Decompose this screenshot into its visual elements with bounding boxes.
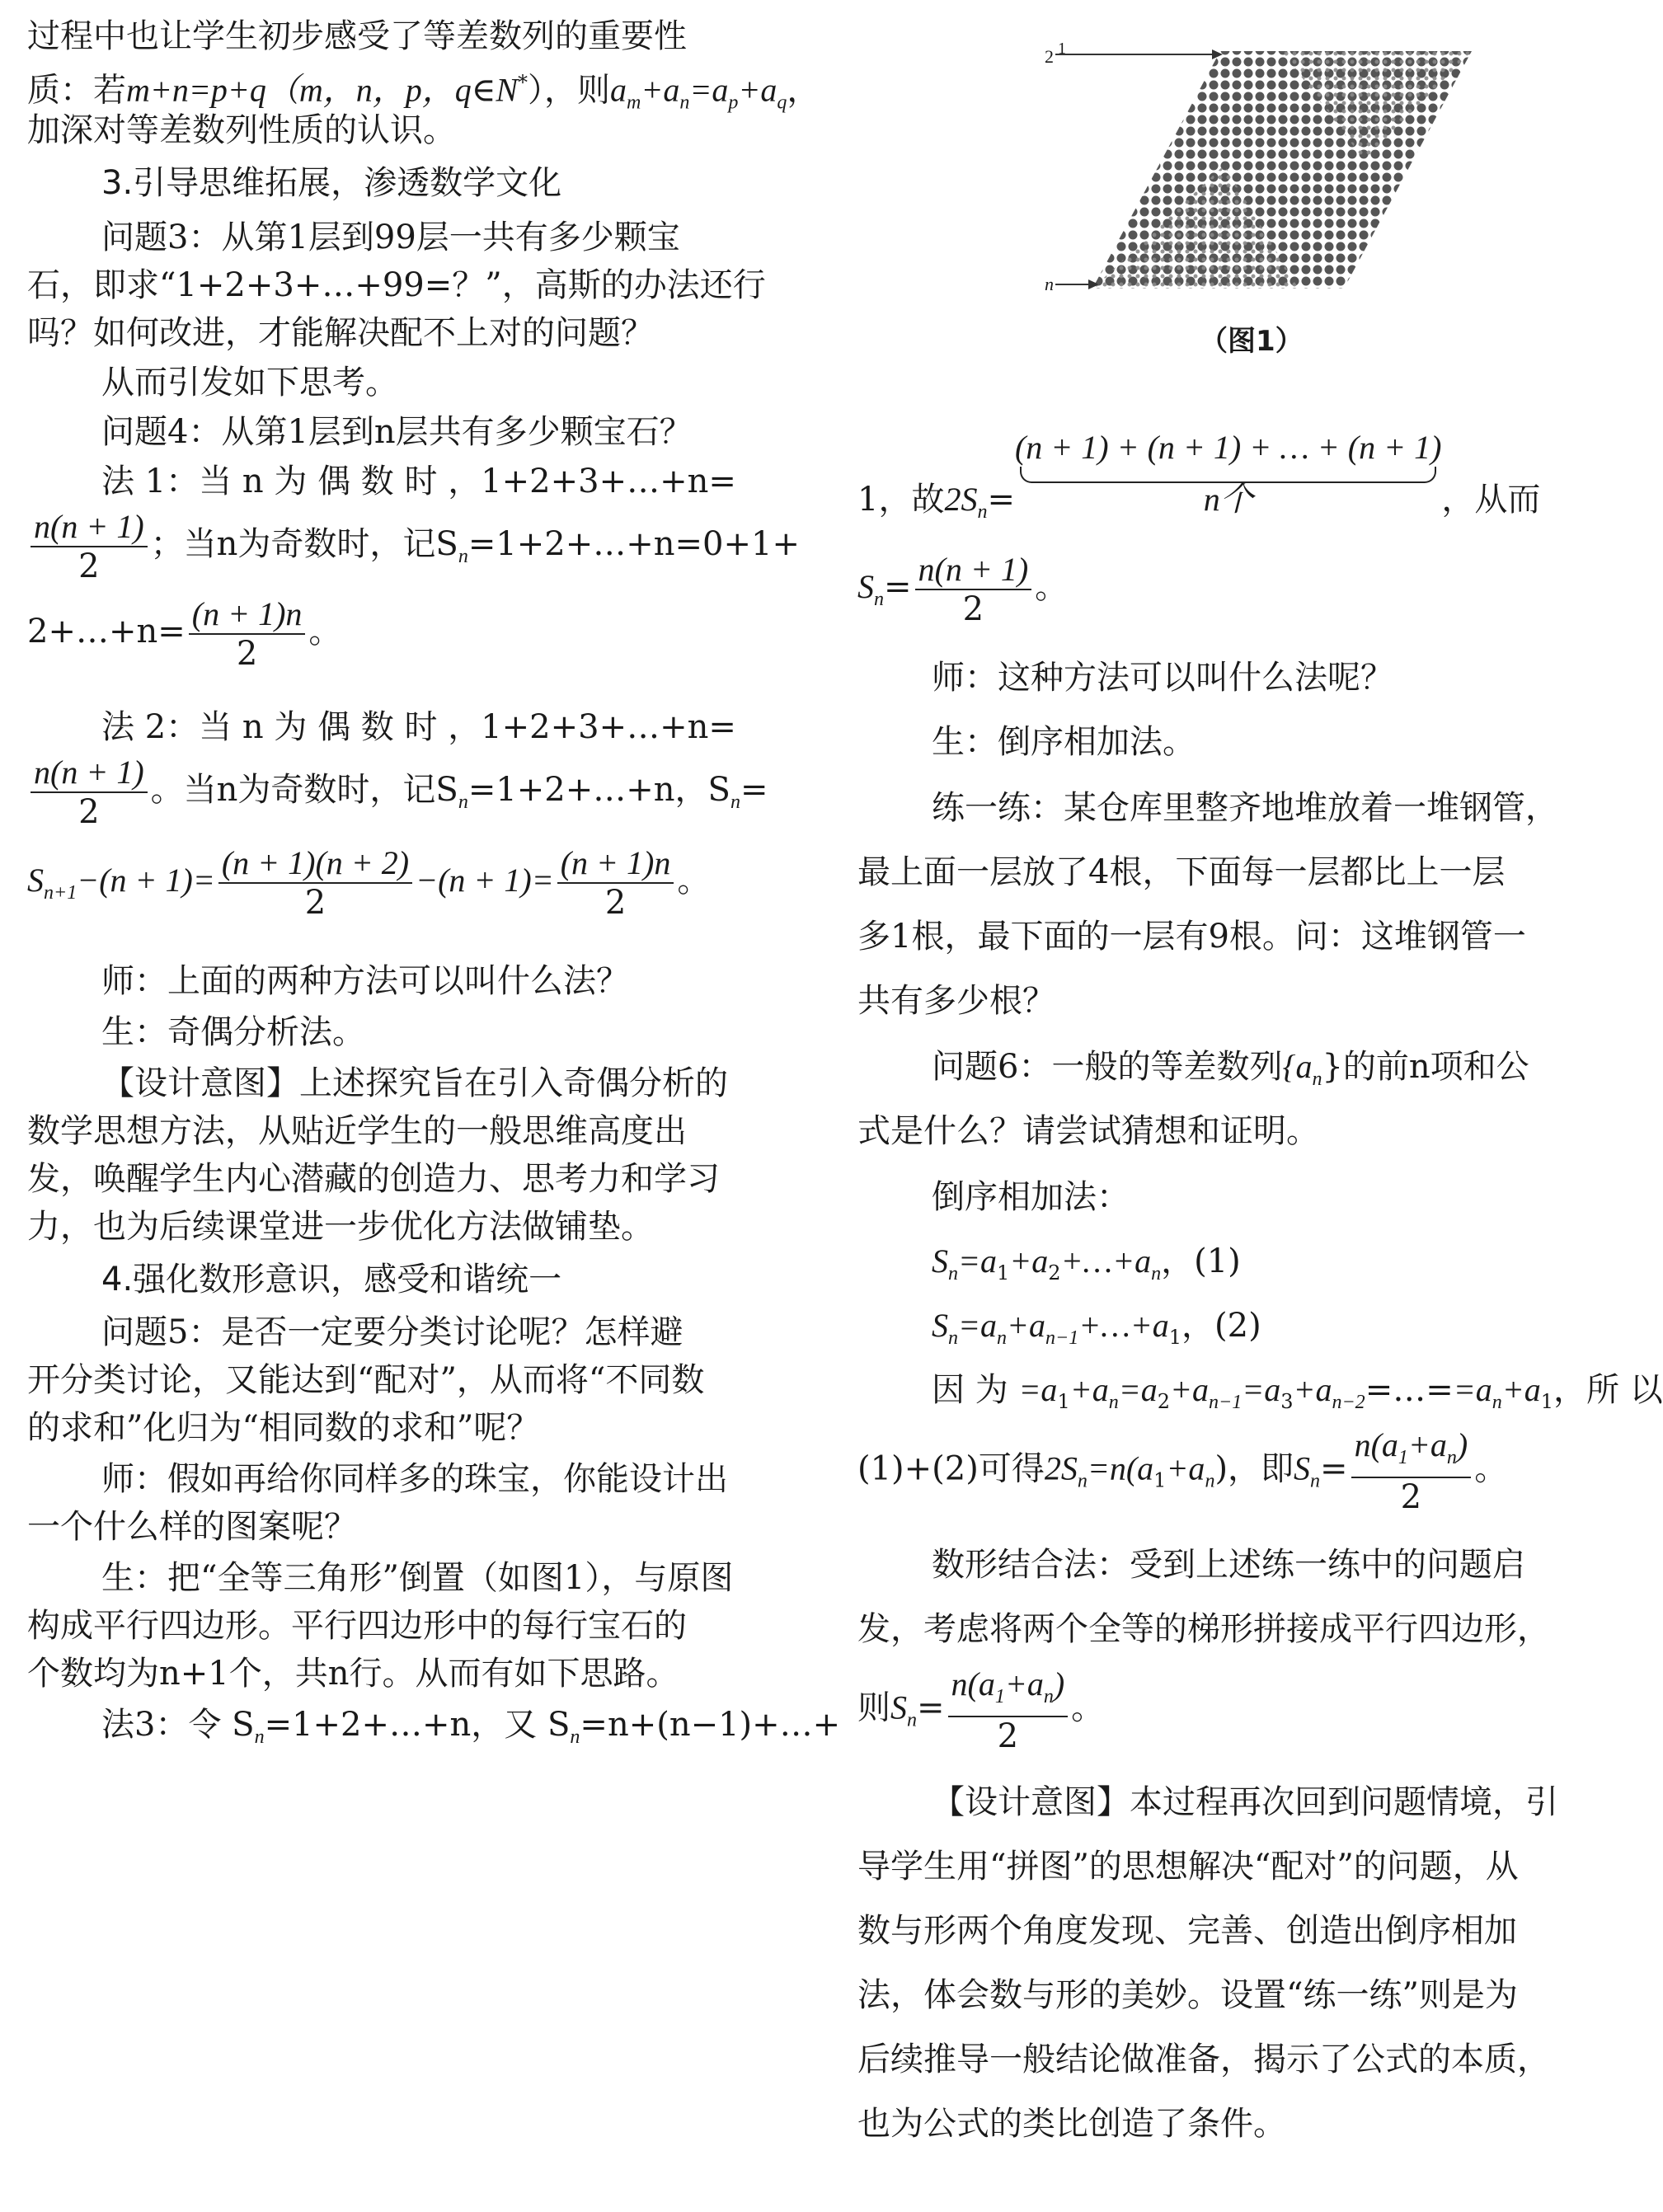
figure-1 xyxy=(1035,33,1480,305)
geometry-method: 数形结合法：受到上述练一练中的问题启 xyxy=(932,1546,1525,1584)
student-line: 生：把“全等三角形”倒置（如图1），与原图 xyxy=(101,1559,734,1597)
text-line-property: 质：若m+n=p+q（m，n，p，q∈N*），则$a_m+a_n=a_p+a_q$， xyxy=(27,71,820,114)
text-line: 力，也为后续课堂进一步优化方法做铺垫。 xyxy=(27,1208,654,1246)
text-line: 数学思想方法，从贴近学生的一般思维高度出 xyxy=(27,1112,687,1150)
text-line: 数与形两个角度发现、完善、创造出倒序相加 xyxy=(857,1912,1517,1950)
question-3: 问题3：从第1层到99层一共有多少颗宝 xyxy=(101,218,680,256)
practice: 练一练：某仓库里整齐地堆放着一堆钢管， xyxy=(932,789,1558,827)
text-line: 导学生用“拼图”的思想解决“配对”的问题，从 xyxy=(857,1848,1519,1886)
text-line: 共有多少根？ xyxy=(857,982,1055,1020)
fraction: $\frac{n(a_1+a_n)}{2}$ xyxy=(1351,1426,1472,1516)
geometry-result: 则$S_n=$ $\frac{n(a_1+a_n)}{2}$ 。 xyxy=(857,1665,1105,1755)
fraction: $\frac{n(n + 1)}{2}$ xyxy=(915,551,1032,628)
fraction: $\frac{(n + 1)n}{2}$ xyxy=(189,595,306,673)
text-line: 后续推导一般结论做准备，揭示了公式的本质， xyxy=(857,2041,1550,2078)
figure-label-bottom: n xyxy=(1045,274,1054,294)
text-line: 也为公式的类比创造了条件。 xyxy=(857,2105,1286,2143)
figure-label-top-2: 1 xyxy=(1058,40,1066,58)
text-line: 从而引发如下思考。 xyxy=(101,364,398,402)
design-intent: 【设计意图】本过程再次回到问题情境，引 xyxy=(932,1783,1558,1821)
teacher-line: 师：假如再给你同样多的珠宝，你能设计出 xyxy=(101,1460,728,1498)
parallelogram-figure xyxy=(1035,33,1480,297)
sn-result: $S_n=$ $\frac{n(n + 1)}{2}$ 。 xyxy=(857,551,1069,628)
section-heading-4: 4.强化数形意识，感受和谐统一 xyxy=(101,1261,562,1299)
question-4: 问题4：从第1层到n层共有多少颗宝石？ xyxy=(101,413,693,451)
method-1: 法 1：当 n 为 偶 数 时 ，1+2+3+…+n= xyxy=(101,463,736,500)
design-intent: 【设计意图】上述探究旨在引入奇偶分析的 xyxy=(101,1064,728,1102)
reverse-add-label: 倒序相加法： xyxy=(932,1178,1130,1216)
teacher-line: 师：这种方法可以叫什么法呢？ xyxy=(932,659,1393,697)
because-line: 因 为 $=a_1+a_n=a_2+a_{n-1}=a_3+a_{n-2}=\dots==a_n+a_1$，所 以 xyxy=(932,1371,1663,1413)
question-6: 问题6：一般的等差数列$\{a_n\}$的前n项和公 xyxy=(932,1048,1529,1090)
equation-1: $S_n=a_1+a_2+\dots+a_n$，(1) xyxy=(932,1242,1241,1284)
text-line: 吗？如何改进，才能解决配不上对的问题？ xyxy=(27,314,654,352)
equation-2: $S_n=a_n+a_{n-1}+\dots+a_1$，(2) xyxy=(932,1307,1261,1349)
method-2-cont: $\frac{n(n + 1)}{2}$ 。当n为奇数时，记$S_n=1+2+\dots+n$，$S_n=$ xyxy=(27,754,768,831)
fraction: $\frac{n(a_1+a_n)}{2}$ xyxy=(948,1665,1069,1755)
fraction: $\frac{n(n + 1)}{2}$ xyxy=(31,754,148,831)
text-line: 开分类讨论，又能达到“配对”，从而将“不同数 xyxy=(27,1361,705,1399)
method-2-end: $S_{n+1}-(n + 1)=$ $\frac{(n + 1)(n + 2)}{2}$ −(n + 1)= $\frac{(n + 1)n}{2}$ 。 xyxy=(27,844,711,922)
overbrace-expression: (n + 1) + (n + 1) + … + (n + 1) n个 xyxy=(1014,429,1442,518)
method-1-cont: $\frac{n(n + 1)}{2}$ ；当n为奇数时，记$S_n=1+2+\dots+n=0+1+$ xyxy=(27,508,800,585)
student-line: 生：倒序相加法。 xyxy=(932,723,1196,761)
method-2: 法 2：当 n 为 偶 数 时 ，1+2+3+…+n= xyxy=(101,708,736,746)
text-line: 加深对等差数列性质的认识。 xyxy=(27,111,456,149)
text-line: 石，即求“1+2+3+…+99=？”，高斯的办法还行 xyxy=(27,266,766,304)
fraction: $\frac{(n + 1)n}{2}$ xyxy=(557,844,674,922)
fraction: $\frac{(n + 1)(n + 2)}{2}$ xyxy=(218,844,412,922)
teacher-line: 师：上面的两种方法可以叫什么法？ xyxy=(101,962,629,1000)
text-line: 构成平行四边形。平行四边形中的每行宝石的 xyxy=(27,1607,687,1645)
text-line: 法，体会数与形的美妙。设置“练一练”则是为 xyxy=(857,1976,1518,2014)
method-3-cont: 1，故$2S_n=$ (n + 1) + (n + 1) + … + (n + 1) n个 ，从而 xyxy=(857,429,1541,523)
text-line: 的求和”化归为“相同数的求和”呢？ xyxy=(27,1409,540,1447)
text-line: 个数均为n+1个，共n行。从而有如下思路。 xyxy=(27,1655,679,1693)
fraction: $\frac{n(n + 1)}{2}$ xyxy=(31,508,148,585)
method-3: 法3：令 $S_n=1+2+\dots+n$，又 $S_n=n+(n-1)+\dots+$ xyxy=(101,1706,841,1748)
text-line: 最上面一层放了4根，下面每一层都比上一层 xyxy=(857,853,1506,891)
text-line: 发，唤醒学生内心潜藏的创造力、思考力和学习 xyxy=(27,1160,720,1198)
text-line: 发，考虑将两个全等的梯形拼接成平行四边形， xyxy=(857,1610,1550,1648)
figure-label-top: 2 xyxy=(1045,46,1054,67)
method-1-end: 2+…+n= $\frac{(n + 1)n}{2}$ 。 xyxy=(27,595,342,673)
section-heading-3: 3.引导思维拓展，渗透数学文化 xyxy=(101,164,562,202)
text-line: 式是什么？请尝试猜想和证明。 xyxy=(857,1112,1319,1150)
text-line: 多1根，最下面的一层有9根。问：这堆钢管一 xyxy=(857,918,1526,956)
student-line: 生：奇偶分析法。 xyxy=(101,1013,365,1051)
sum-equation: (1)+(2)可得$2S_n=n(a_1+a_n)$，即$S_n=$ $\frac{n(a_1+a_n)}{2}$ 。 xyxy=(857,1426,1508,1516)
question-5: 问题5：是否一定要分类讨论呢？怎样避 xyxy=(101,1313,684,1351)
figure-caption: （图1） xyxy=(1200,325,1304,358)
text-line: 一个什么样的图案呢？ xyxy=(27,1508,357,1546)
text-line: 过程中也让学生初步感受了等差数列的重要性 xyxy=(27,17,687,55)
